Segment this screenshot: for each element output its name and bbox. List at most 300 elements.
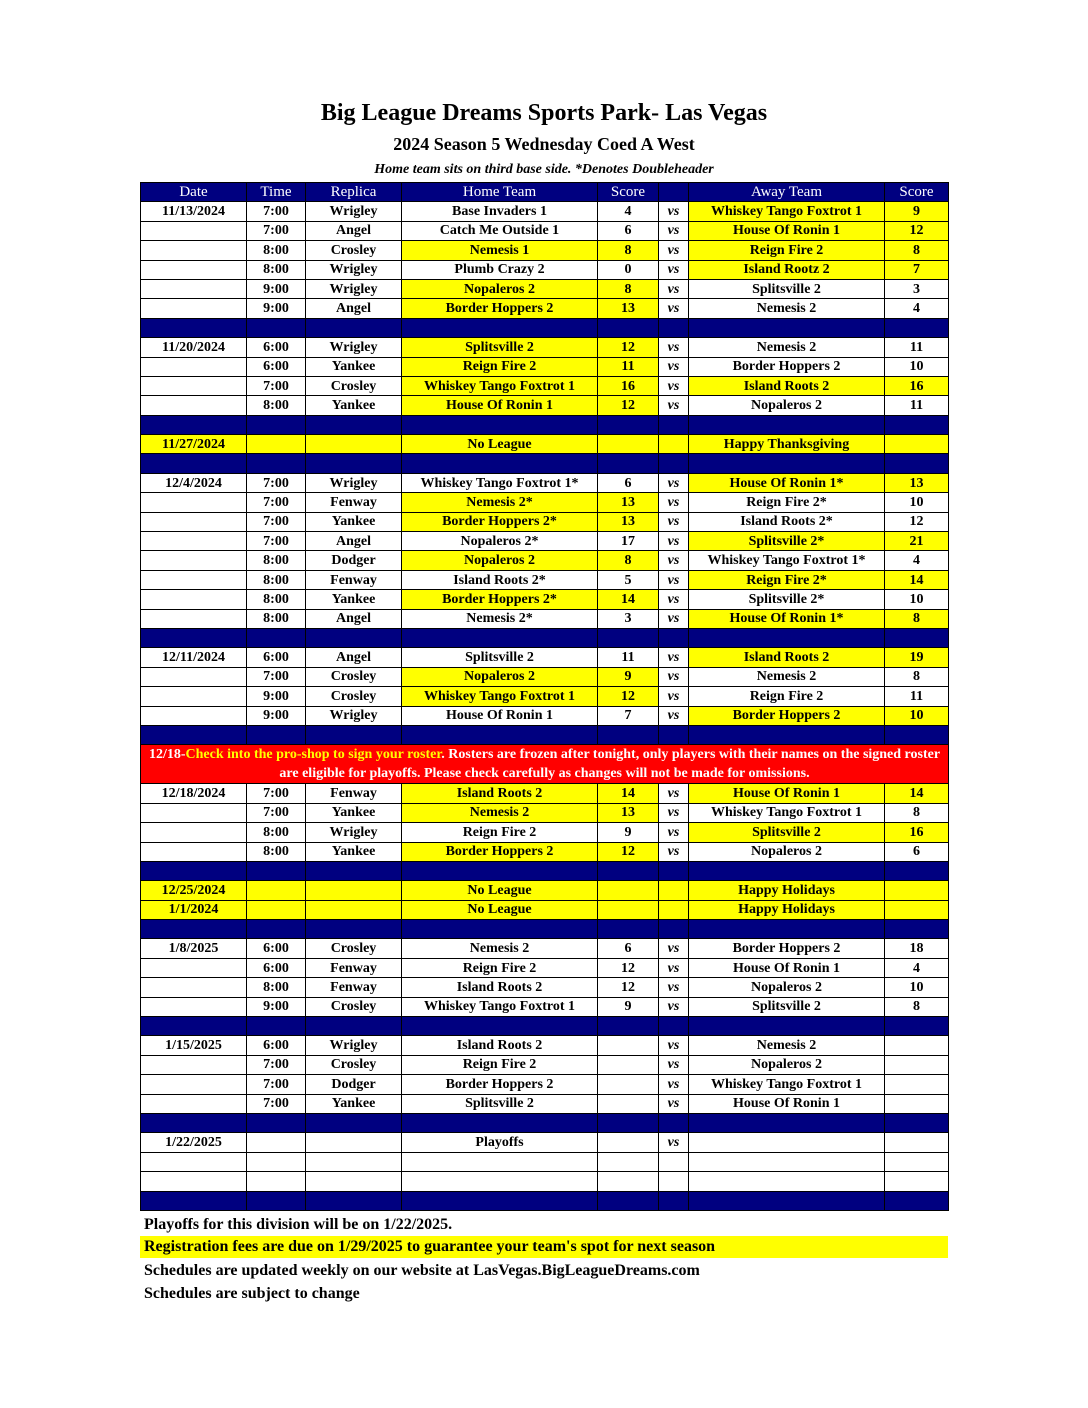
home-score-cell: 8 (598, 279, 659, 298)
vs-cell: vs (659, 823, 689, 842)
away-score-cell: 10 (885, 590, 949, 609)
game-row (141, 1075, 949, 1094)
separator-cell (306, 1113, 402, 1132)
separator-cell (306, 454, 402, 473)
separator-cell (141, 1017, 247, 1036)
home-score-cell: 14 (598, 784, 659, 803)
date-cell (141, 299, 247, 318)
separator-cell (689, 920, 885, 939)
home-team-cell: Nemesis 2 (402, 939, 598, 958)
change-note: Schedules are subject to change (144, 1285, 360, 1302)
separator-cell (141, 725, 247, 744)
vs-cell: vs (659, 1075, 689, 1094)
game-row (141, 978, 949, 997)
home-team-cell: Island Roots 2 (402, 784, 598, 803)
vs-cell: vs (659, 648, 689, 667)
field-cell: Wrigley (306, 823, 402, 842)
time-cell: 8:00 (247, 570, 306, 589)
roster-alert-row (141, 745, 949, 784)
away-score-cell: 18 (885, 939, 949, 958)
vs-cell: vs (659, 803, 689, 822)
field-cell: Angel (306, 299, 402, 318)
time-cell: 7:00 (247, 202, 306, 221)
date-cell (141, 260, 247, 279)
date-cell (141, 1075, 247, 1094)
game-row (141, 279, 949, 298)
home-team-cell: Whiskey Tango Foxtrot 1* (402, 473, 598, 492)
separator-cell (885, 318, 949, 337)
separator-cell (306, 861, 402, 880)
away-score-cell: 16 (885, 823, 949, 842)
separator-cell (141, 415, 247, 434)
date-cell: 11/20/2024 (141, 338, 247, 357)
game-row (141, 1055, 949, 1074)
blank-cell (689, 1152, 885, 1171)
separator-cell (659, 861, 689, 880)
field-cell: Wrigley (306, 279, 402, 298)
date-cell (141, 241, 247, 260)
home-team-cell: Catch Me Outside 1 (402, 221, 598, 240)
field-cell: Angel (306, 648, 402, 667)
home-team-cell: Nopaleros 2 (402, 667, 598, 686)
home-score-cell: 12 (598, 338, 659, 357)
field-cell (306, 1133, 402, 1152)
home-team-cell: No League (402, 881, 598, 900)
separator-cell (598, 861, 659, 880)
vs-cell: vs (659, 473, 689, 492)
away-team-cell: Whiskey Tango Foxtrot 1 (689, 202, 885, 221)
date-cell (141, 1055, 247, 1074)
vs-cell: vs (659, 532, 689, 551)
home-score-cell: 12 (598, 396, 659, 415)
date-cell (141, 706, 247, 725)
date-cell: 11/27/2024 (141, 435, 247, 454)
home-team-cell: Border Hoppers 2* (402, 512, 598, 531)
date-cell (141, 803, 247, 822)
separator-cell (689, 318, 885, 337)
away-score-cell: 19 (885, 648, 949, 667)
away-score-cell (885, 1094, 949, 1113)
separator-cell (141, 920, 247, 939)
date-cell (141, 842, 247, 861)
time-cell: 6:00 (247, 1036, 306, 1055)
separator-row (141, 920, 949, 939)
home-score-cell (598, 435, 659, 454)
col-header-home-score: Score (598, 183, 659, 202)
separator-cell (141, 628, 247, 647)
separator-cell (659, 1191, 689, 1210)
game-row (141, 823, 949, 842)
away-team-cell: Nemesis 2 (689, 338, 885, 357)
separator-cell (247, 725, 306, 744)
home-score-cell: 13 (598, 803, 659, 822)
home-score-cell: 13 (598, 512, 659, 531)
date-cell (141, 357, 247, 376)
header-note: Home team sits on third base side. *Denotes Doubleheader (374, 162, 714, 177)
vs-cell: vs (659, 221, 689, 240)
field-cell (306, 900, 402, 919)
field-cell: Angel (306, 532, 402, 551)
separator-cell (689, 1191, 885, 1210)
home-team-cell: Nemesis 2* (402, 493, 598, 512)
game-row (141, 803, 949, 822)
home-score-cell: 7 (598, 706, 659, 725)
separator-cell (598, 318, 659, 337)
game-row (141, 570, 949, 589)
home-team-cell: Island Roots 2* (402, 570, 598, 589)
game-row (141, 241, 949, 260)
home-score-cell: 17 (598, 532, 659, 551)
page-title: Big League Dreams Sports Park- Las Vegas (320, 100, 768, 126)
away-team-cell: Whiskey Tango Foxtrot 1 (689, 1075, 885, 1094)
time-cell: 8:00 (247, 823, 306, 842)
separator-cell (689, 415, 885, 434)
home-team-cell: Nemesis 2 (402, 803, 598, 822)
date-cell (141, 997, 247, 1016)
away-score-cell: 4 (885, 551, 949, 570)
away-team-cell: Splitsville 2 (689, 279, 885, 298)
away-team-cell: Happy Holidays (689, 900, 885, 919)
blank-cell (306, 1152, 402, 1171)
away-team-cell: House Of Ronin 1 (689, 1094, 885, 1113)
home-score-cell: 13 (598, 299, 659, 318)
home-team-cell: House Of Ronin 1 (402, 396, 598, 415)
no-league-row (141, 435, 949, 454)
separator-cell (247, 454, 306, 473)
away-team-cell: Nopaleros 2 (689, 1055, 885, 1074)
time-cell: 7:00 (247, 1075, 306, 1094)
separator-cell (598, 1017, 659, 1036)
date-cell (141, 376, 247, 395)
away-score-cell: 4 (885, 958, 949, 977)
away-team-cell: Nopaleros 2 (689, 978, 885, 997)
away-score-cell: 8 (885, 997, 949, 1016)
field-cell: Yankee (306, 590, 402, 609)
separator-row (141, 725, 949, 744)
away-score-cell (885, 900, 949, 919)
date-cell (141, 551, 247, 570)
home-team-cell: Nemesis 1 (402, 241, 598, 260)
home-score-cell: 5 (598, 570, 659, 589)
away-score-cell: 10 (885, 493, 949, 512)
alert-text: . Rosters are frozen after tonight, only players with their names on the signed roster are eligible for playoffs. Please check carefully as changes will not be made for omissions. (279, 747, 941, 782)
home-score-cell (598, 881, 659, 900)
away-score-cell: 16 (885, 376, 949, 395)
game-row (141, 687, 949, 706)
vs-cell: vs (659, 1094, 689, 1113)
away-team-cell: Whiskey Tango Foxtrot 1* (689, 551, 885, 570)
separator-cell (659, 1113, 689, 1132)
separator-cell (306, 725, 402, 744)
date-cell (141, 609, 247, 628)
vs-cell: vs (659, 997, 689, 1016)
blank-cell (885, 1152, 949, 1171)
schedule-table (140, 182, 949, 1211)
away-score-cell: 10 (885, 357, 949, 376)
separator-cell (659, 415, 689, 434)
separator-cell (885, 725, 949, 744)
field-cell: Wrigley (306, 338, 402, 357)
game-row (141, 260, 949, 279)
home-team-cell: Reign Fire 2 (402, 1055, 598, 1074)
separator-cell (247, 861, 306, 880)
away-team-cell: Border Hoppers 2 (689, 706, 885, 725)
away-score-cell: 8 (885, 241, 949, 260)
time-cell: 8:00 (247, 551, 306, 570)
away-team-cell: Nemesis 2 (689, 299, 885, 318)
separator-cell (402, 1191, 598, 1210)
game-row (141, 357, 949, 376)
home-team-cell: No League (402, 900, 598, 919)
away-score-cell: 3 (885, 279, 949, 298)
home-score-cell: 14 (598, 590, 659, 609)
separator-cell (598, 454, 659, 473)
time-cell: 6:00 (247, 357, 306, 376)
home-team-cell: Border Hoppers 2 (402, 299, 598, 318)
time-cell: 6:00 (247, 648, 306, 667)
home-score-cell: 9 (598, 823, 659, 842)
away-team-cell: House Of Ronin 1 (689, 784, 885, 803)
time-cell: 7:00 (247, 221, 306, 240)
away-team-cell: Whiskey Tango Foxtrot 1 (689, 803, 885, 822)
home-score-cell: 4 (598, 202, 659, 221)
date-cell: 11/13/2024 (141, 202, 247, 221)
separator-cell (598, 1191, 659, 1210)
away-score-cell: 12 (885, 512, 949, 531)
away-team-cell (689, 1133, 885, 1152)
vs-cell (659, 435, 689, 454)
field-cell: Yankee (306, 512, 402, 531)
game-row (141, 532, 949, 551)
field-cell: Fenway (306, 978, 402, 997)
field-cell: Dodger (306, 551, 402, 570)
table-header-row (141, 183, 949, 202)
time-cell: 8:00 (247, 978, 306, 997)
blank-cell (402, 1172, 598, 1191)
separator-cell (141, 1191, 247, 1210)
vs-cell: vs (659, 590, 689, 609)
separator-cell (141, 1113, 247, 1132)
away-team-cell: Reign Fire 2* (689, 570, 885, 589)
home-score-cell (598, 1075, 659, 1094)
separator-cell (689, 628, 885, 647)
vs-cell: vs (659, 1036, 689, 1055)
date-cell (141, 958, 247, 977)
vs-cell (659, 881, 689, 900)
home-score-cell (598, 1036, 659, 1055)
home-team-cell: Border Hoppers 2 (402, 1075, 598, 1094)
time-cell: 8:00 (247, 609, 306, 628)
field-cell: Crosley (306, 997, 402, 1016)
field-cell: Crosley (306, 939, 402, 958)
date-cell (141, 512, 247, 531)
blank-cell (247, 1172, 306, 1191)
separator-cell (689, 1017, 885, 1036)
separator-cell (402, 454, 598, 473)
home-score-cell: 0 (598, 260, 659, 279)
vs-cell: vs (659, 338, 689, 357)
away-team-cell: Island Rootz 2 (689, 260, 885, 279)
time-cell: 7:00 (247, 1055, 306, 1074)
field-cell: Crosley (306, 1055, 402, 1074)
away-score-cell (885, 435, 949, 454)
blank-cell (885, 1172, 949, 1191)
separator-cell (402, 725, 598, 744)
blank-cell (141, 1152, 247, 1171)
date-cell: 1/15/2025 (141, 1036, 247, 1055)
col-header-home-team: Home Team (402, 183, 598, 202)
away-score-cell: 10 (885, 978, 949, 997)
separator-cell (247, 628, 306, 647)
home-score-cell (598, 900, 659, 919)
away-score-cell (885, 1075, 949, 1094)
time-cell: 6:00 (247, 939, 306, 958)
time-cell: 9:00 (247, 687, 306, 706)
separator-cell (689, 1113, 885, 1132)
field-cell: Crosley (306, 241, 402, 260)
home-score-cell (598, 1055, 659, 1074)
home-team-cell: Nopaleros 2 (402, 551, 598, 570)
away-team-cell: House Of Ronin 1 (689, 221, 885, 240)
blank-cell (659, 1172, 689, 1191)
away-team-cell: Nopaleros 2 (689, 396, 885, 415)
separator-cell (247, 415, 306, 434)
away-score-cell: 13 (885, 473, 949, 492)
separator-row (141, 415, 949, 434)
time-cell: 8:00 (247, 396, 306, 415)
field-cell (306, 881, 402, 900)
home-team-cell: Island Roots 2 (402, 978, 598, 997)
field-cell: Fenway (306, 784, 402, 803)
separator-cell (247, 1017, 306, 1036)
date-cell (141, 570, 247, 589)
separator-cell (885, 454, 949, 473)
game-row (141, 221, 949, 240)
vs-cell: vs (659, 512, 689, 531)
website-note: Schedules are updated weekly on our website at LasVegas.BigLeagueDreams.com (144, 1262, 700, 1279)
home-score-cell: 12 (598, 687, 659, 706)
home-score-cell: 6 (598, 221, 659, 240)
vs-cell: vs (659, 299, 689, 318)
col-header-away-team: Away Team (689, 183, 885, 202)
vs-cell: vs (659, 842, 689, 861)
field-cell: Wrigley (306, 473, 402, 492)
time-cell: 7:00 (247, 493, 306, 512)
home-score-cell (598, 1094, 659, 1113)
alert-highlight: Check into the pro-shop to sign your roster (185, 747, 442, 763)
date-cell (141, 493, 247, 512)
separator-cell (306, 415, 402, 434)
away-team-cell: Splitsville 2* (689, 532, 885, 551)
away-team-cell: Nopaleros 2 (689, 842, 885, 861)
blank-cell (659, 1152, 689, 1171)
separator-row (141, 861, 949, 880)
separator-cell (598, 725, 659, 744)
home-team-cell: Reign Fire 2 (402, 958, 598, 977)
away-score-cell: 14 (885, 570, 949, 589)
page-subtitle: 2024 Season 5 Wednesday Coed A West (393, 134, 695, 154)
home-score-cell: 16 (598, 376, 659, 395)
game-row (141, 1094, 949, 1113)
time-cell (247, 435, 306, 454)
time-cell: 8:00 (247, 241, 306, 260)
vs-cell: vs (659, 551, 689, 570)
field-cell: Crosley (306, 687, 402, 706)
away-team-cell: Border Hoppers 2 (689, 939, 885, 958)
vs-cell: vs (659, 667, 689, 686)
time-cell: 7:00 (247, 803, 306, 822)
field-cell (306, 435, 402, 454)
date-cell (141, 667, 247, 686)
home-team-cell: Whiskey Tango Foxtrot 1 (402, 376, 598, 395)
time-cell: 7:00 (247, 532, 306, 551)
separator-cell (659, 725, 689, 744)
vs-cell: vs (659, 609, 689, 628)
vs-cell: vs (659, 493, 689, 512)
home-team-cell: Splitsville 2 (402, 338, 598, 357)
home-team-cell: Border Hoppers 2 (402, 842, 598, 861)
home-team-cell: Border Hoppers 2* (402, 590, 598, 609)
blank-cell (247, 1152, 306, 1171)
separator-row (141, 454, 949, 473)
blank-cell (306, 1172, 402, 1191)
away-score-cell: 6 (885, 842, 949, 861)
vs-cell: vs (659, 939, 689, 958)
away-score-cell (885, 881, 949, 900)
away-score-cell: 14 (885, 784, 949, 803)
playoffs-note: Playoffs for this division will be on 1/22/2025. (144, 1216, 453, 1233)
home-team-cell: No League (402, 435, 598, 454)
game-row (141, 299, 949, 318)
away-team-cell: Reign Fire 2 (689, 241, 885, 260)
time-cell: 8:00 (247, 842, 306, 861)
game-row (141, 202, 949, 221)
away-score-cell: 9 (885, 202, 949, 221)
game-row (141, 493, 949, 512)
away-team-cell: Island Roots 2* (689, 512, 885, 531)
game-row (141, 551, 949, 570)
separator-row (141, 1191, 949, 1210)
field-cell: Fenway (306, 493, 402, 512)
home-score-cell: 8 (598, 551, 659, 570)
time-cell: 8:00 (247, 590, 306, 609)
blank-cell (598, 1172, 659, 1191)
time-cell: 9:00 (247, 299, 306, 318)
home-score-cell: 11 (598, 648, 659, 667)
home-team-cell: House Of Ronin 1 (402, 706, 598, 725)
time-cell: 7:00 (247, 512, 306, 531)
separator-cell (402, 1113, 598, 1132)
home-score-cell: 6 (598, 473, 659, 492)
field-cell: Yankee (306, 1094, 402, 1113)
home-score-cell: 9 (598, 667, 659, 686)
date-cell (141, 978, 247, 997)
game-row (141, 958, 949, 977)
date-cell: 1/1/2024 (141, 900, 247, 919)
date-cell: 1/8/2025 (141, 939, 247, 958)
separator-cell (885, 1113, 949, 1132)
alert-date: 12/18- (148, 747, 186, 763)
schedule-body (141, 202, 949, 1211)
away-score-cell: 11 (885, 396, 949, 415)
away-team-cell: Splitsville 2 (689, 823, 885, 842)
separator-cell (885, 1017, 949, 1036)
time-cell: 6:00 (247, 338, 306, 357)
home-team-cell: Base Invaders 1 (402, 202, 598, 221)
away-score-cell (885, 1133, 949, 1152)
field-cell: Yankee (306, 803, 402, 822)
time-cell: 6:00 (247, 958, 306, 977)
